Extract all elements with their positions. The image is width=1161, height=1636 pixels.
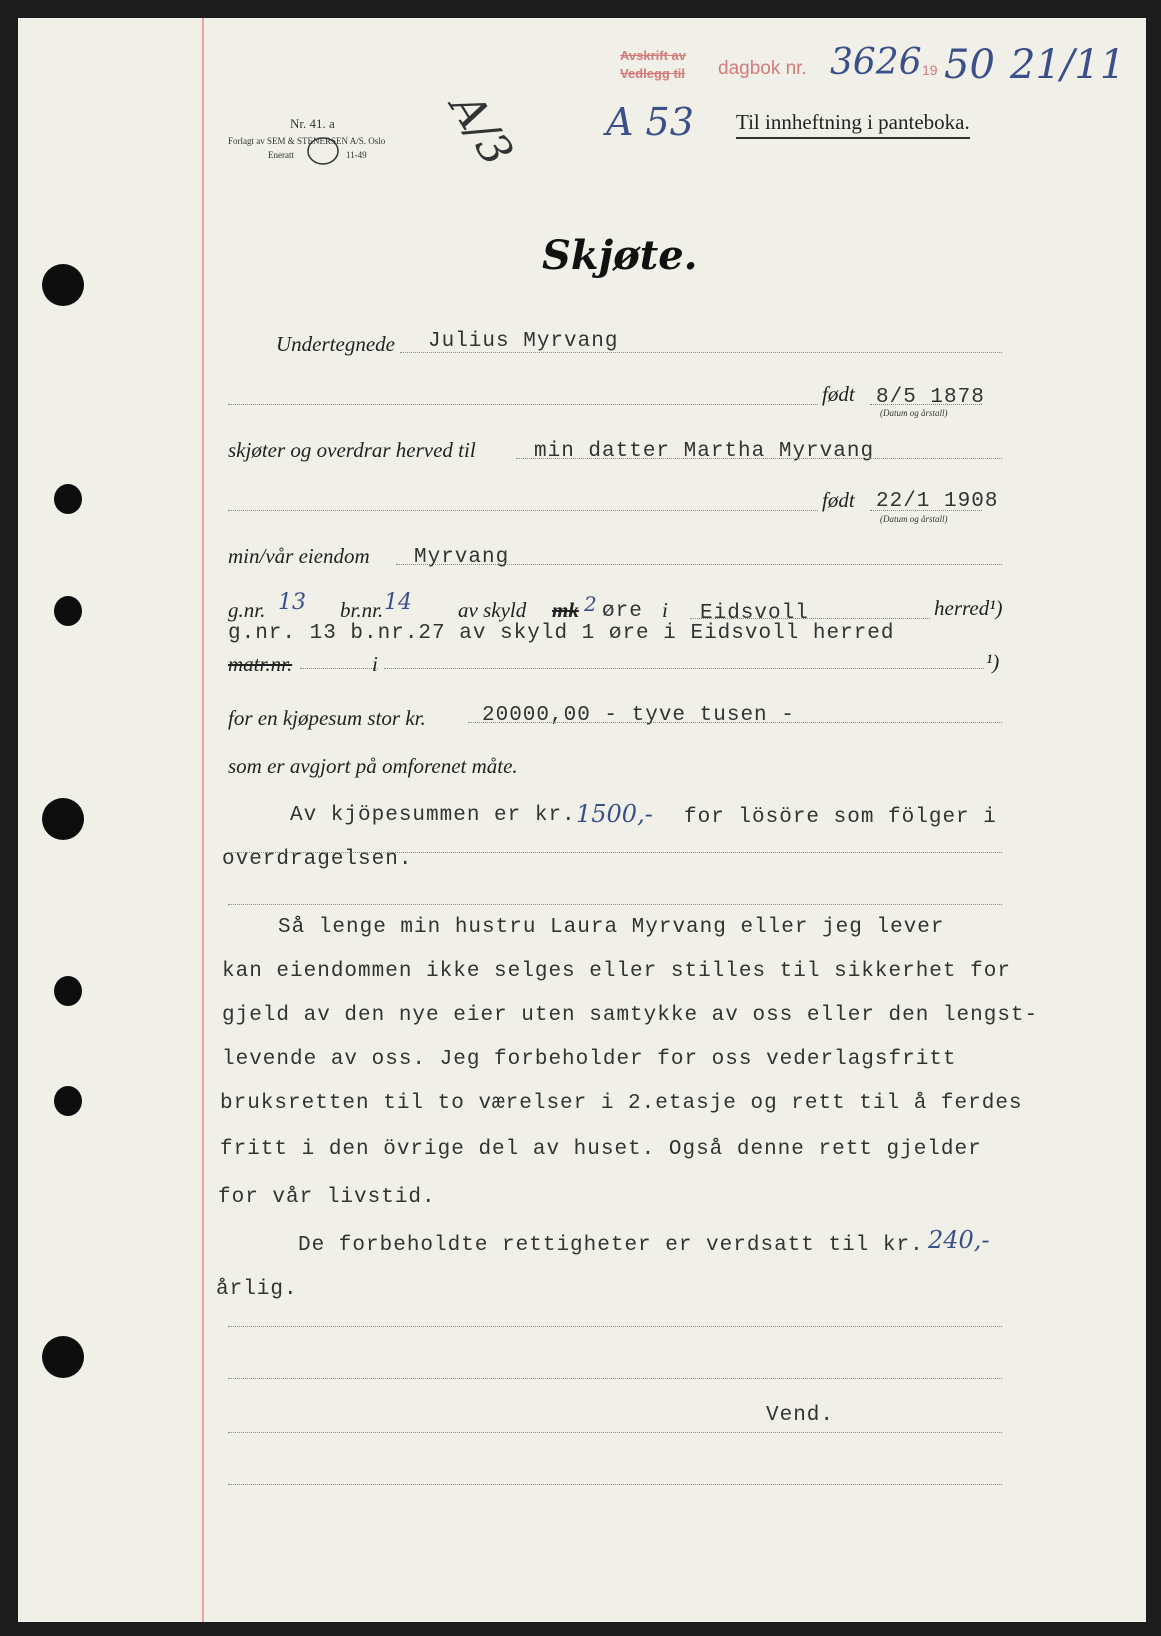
innheftning-label: Til innheftning i panteboka. bbox=[736, 110, 970, 139]
dotted-line bbox=[384, 668, 984, 669]
dagbok-label: dagbok nr. bbox=[718, 58, 807, 79]
fodt-label-1: født bbox=[822, 382, 855, 406]
fodt-value-1: 8/5 1878 bbox=[876, 386, 985, 409]
binder-hole bbox=[42, 1336, 84, 1378]
dotted-line bbox=[228, 1432, 1002, 1433]
rights-value: 240,- bbox=[928, 1226, 990, 1254]
body-line: for vår livstid. bbox=[218, 1186, 436, 1209]
binder-hole bbox=[42, 798, 84, 840]
brnr-label: br.nr. bbox=[340, 598, 384, 622]
dotted-line bbox=[400, 352, 1002, 353]
dagbok-number: 3626 bbox=[830, 42, 922, 83]
body-line: for lösöre som fölger i bbox=[684, 806, 997, 829]
body-line: kan eiendommen ikke selges eller stilles til sikkerhet for bbox=[222, 960, 1011, 983]
eiendom-value: Myrvang bbox=[414, 546, 510, 569]
dotted-line bbox=[300, 668, 378, 669]
binder-hole bbox=[54, 976, 82, 1006]
avgjort-label: som er avgjort på omforenet måte. bbox=[228, 754, 518, 778]
lososore-amount: 1500,- bbox=[576, 800, 653, 828]
body-line: gjeld av den nye eier uten samtykke av oss eller den lengst- bbox=[222, 1004, 1039, 1027]
undertegnede-label: Undertegnede bbox=[276, 332, 395, 356]
kjopesum-value: 20000,00 - tyve tusen - bbox=[482, 704, 795, 727]
i-label: i bbox=[662, 598, 668, 622]
body-line: bruksretten til to værelser i 2.etasje og rett til å ferdes bbox=[220, 1092, 1023, 1115]
page-title: Skjøte. bbox=[542, 232, 698, 279]
dotted-line bbox=[516, 458, 1002, 459]
binder-hole bbox=[42, 264, 84, 306]
vedlegg-label: Vedlegg til bbox=[620, 66, 686, 81]
dotted-line bbox=[228, 904, 1002, 905]
avskrift-label: Avskrift av bbox=[620, 48, 686, 63]
year-prefix: 19 bbox=[922, 62, 938, 78]
dotted-line bbox=[870, 404, 982, 405]
vend-label: Vend. bbox=[766, 1404, 835, 1427]
dotted-line bbox=[228, 404, 818, 405]
body-line: overdragelsen. bbox=[222, 848, 413, 871]
folio-number: A 53 bbox=[606, 100, 694, 144]
ore-label: øre bbox=[602, 600, 643, 623]
matrnr-label: matr.nr. bbox=[228, 652, 293, 676]
dotted-line bbox=[396, 564, 1002, 565]
gnr-label: g.nr. bbox=[228, 598, 266, 622]
dotted-line bbox=[870, 510, 982, 511]
dotted-line bbox=[228, 1378, 1002, 1379]
binder-hole bbox=[54, 484, 82, 514]
skyld-label: av skyld bbox=[458, 598, 527, 622]
skyld-struck: mk bbox=[552, 598, 579, 622]
enerett-label: Eneratt bbox=[268, 150, 294, 160]
fodt-label-2: født bbox=[822, 488, 855, 512]
margin-note: A/3 bbox=[439, 84, 523, 175]
dotted-line bbox=[228, 1326, 1002, 1327]
form-date: 11-49 bbox=[346, 150, 367, 160]
dotted-line bbox=[468, 722, 1002, 723]
binder-hole bbox=[54, 1086, 82, 1116]
extra-property-line: g.nr. 13 b.nr.27 av skyld 1 øre i Eidsvoll herred bbox=[228, 622, 895, 645]
dotted-line bbox=[690, 618, 930, 619]
herred-label: herred¹) bbox=[934, 596, 1003, 620]
fodt-value-2: 22/1 1908 bbox=[876, 490, 999, 513]
binder-hole bbox=[54, 596, 82, 626]
brnr-value: 14 bbox=[384, 590, 412, 615]
footnote-mark: ¹) bbox=[986, 650, 1000, 674]
gnr-value: 13 bbox=[278, 590, 306, 615]
skyld-value: 2 bbox=[584, 592, 597, 616]
dotted-line bbox=[228, 510, 818, 511]
dotted-line bbox=[228, 852, 1002, 853]
body-line: Av kjöpesummen er kr. bbox=[290, 804, 576, 827]
body-line: De forbeholdte rettigheter er verdsatt til kr. bbox=[298, 1234, 924, 1257]
form-number: Nr. 41. a bbox=[290, 116, 335, 131]
kjopesum-label: for en kjøpesum stor kr. bbox=[228, 706, 426, 730]
datum-label-2: (Datum og årstall) bbox=[880, 514, 948, 524]
body-line: levende av oss. Jeg forbeholder for oss vederlagsfritt bbox=[222, 1048, 957, 1071]
kommune-value: Eidsvoll bbox=[700, 602, 809, 625]
skjoter-label: skjøter og overdrar herved til bbox=[228, 438, 476, 462]
red-margin-line bbox=[202, 18, 204, 1622]
body-line: årlig. bbox=[216, 1278, 298, 1301]
publisher-line: Forlagt av SEM & STENERSEN A/S. Oslo bbox=[228, 136, 386, 146]
body-line: fritt i den övrige del av huset. Også denne rett gjelder bbox=[220, 1138, 982, 1161]
publisher-logo bbox=[306, 136, 340, 166]
body-line: Så lenge min hustru Laura Myrvang eller jeg lever bbox=[278, 916, 945, 939]
undertegnede-value: Julius Myrvang bbox=[428, 330, 619, 353]
matr-i-label: i bbox=[372, 652, 378, 676]
date-note: 21/11 bbox=[1010, 42, 1126, 88]
eiendom-label: min/vår eiendom bbox=[228, 544, 370, 568]
skjoter-value: min datter Martha Myrvang bbox=[534, 440, 875, 463]
dotted-line bbox=[228, 1484, 1002, 1485]
year-suffix: 50 bbox=[944, 42, 995, 88]
datum-label-1: (Datum og årstall) bbox=[880, 408, 948, 418]
